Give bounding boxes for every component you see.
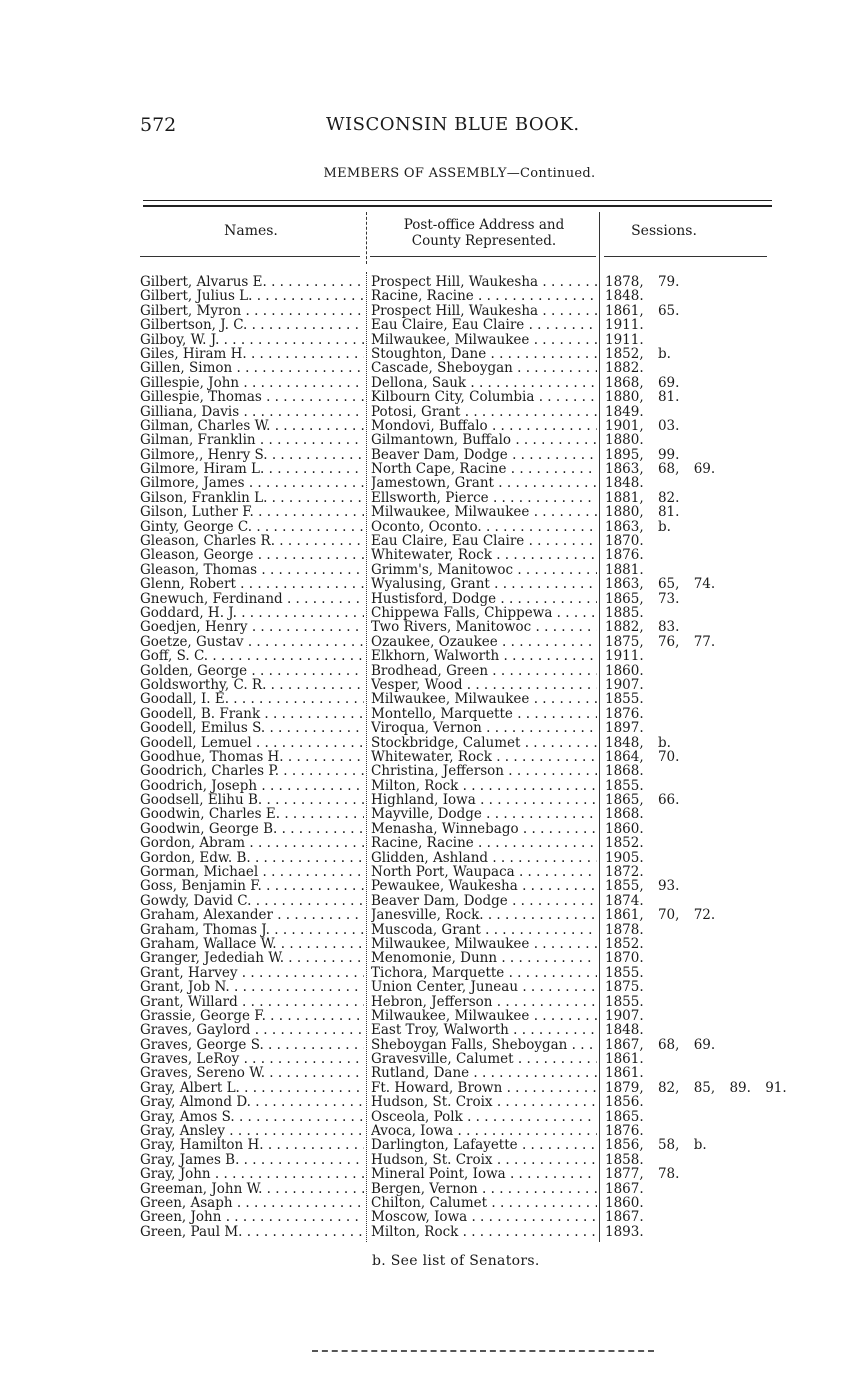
member-name: Granger, Jedediah W. . . .	[140, 951, 364, 965]
member-address: Union Center, Juneau . . .	[371, 980, 597, 994]
member-name: Gilmore, Hiram L. . . .	[140, 462, 364, 476]
member-sessions: 1865, 73.	[605, 590, 680, 607]
member-sessions: 1865, 66.	[605, 792, 680, 809]
member-sessions: 1849.	[605, 403, 644, 420]
member-sessions: 1870.	[605, 950, 644, 967]
table-row	[140, 505, 790, 519]
table-row	[140, 577, 790, 591]
member-address: Beaver Dam, Dodge . . .	[371, 448, 597, 462]
member-address: Pewaukee, Waukesha . . .	[371, 879, 597, 893]
member-sessions: 1855.	[605, 964, 644, 981]
member-address: Milwaukee, Milwaukee . . .	[371, 505, 597, 519]
member-name: Grant, Willard . . .	[140, 995, 364, 1009]
member-name: Goedjen, Henry . . .	[140, 620, 364, 634]
table-row	[140, 879, 790, 893]
member-name: Golden, George . . .	[140, 664, 364, 678]
member-sessions: 1876.	[605, 705, 644, 722]
member-address: Cascade, Sheboygan . . .	[371, 361, 597, 375]
table-row	[140, 721, 790, 735]
member-sessions: 1861, 65.	[605, 302, 680, 319]
member-sessions: 1878, 79.	[605, 274, 680, 290]
bottom-rule	[312, 1350, 654, 1352]
member-name: Goodwin, Charles E. . . .	[140, 807, 364, 821]
member-name: Glenn, Robert . . .	[140, 577, 364, 591]
member-sessions: 1907.	[605, 676, 644, 693]
member-name: Gilman, Charles W. . . .	[140, 419, 364, 433]
member-name: Gillespie, John . . .	[140, 376, 364, 390]
table-row	[140, 980, 790, 994]
table-row	[140, 462, 790, 476]
member-name: Goddard, H. J. . . .	[140, 606, 364, 620]
member-sessions: 1860.	[605, 662, 644, 679]
member-sessions: 1855, 93.	[605, 878, 680, 895]
member-address: Potosi, Grant . . .	[371, 405, 597, 419]
member-name: Giles, Hiram H. . . .	[140, 347, 364, 361]
table-row	[140, 1052, 790, 1066]
member-name: Goodrich, Joseph . . .	[140, 779, 364, 793]
table-row	[140, 793, 790, 807]
member-address: Milwaukee, Milwaukee . . .	[371, 333, 597, 347]
member-address: Stoughton, Dane . . .	[371, 347, 597, 361]
top-rule-thick	[143, 205, 772, 207]
member-address: Moscow, Iowa . . .	[371, 1210, 597, 1224]
member-sessions: 1877, 78.	[605, 1166, 680, 1183]
member-address: Brodhead, Green . . .	[371, 664, 597, 678]
member-address: Sheboygan Falls, Sheboygan . . .	[371, 1038, 597, 1052]
member-sessions: 1855.	[605, 993, 644, 1010]
member-sessions: 1868, 69.	[605, 374, 680, 391]
member-sessions: 1848.	[605, 475, 644, 492]
table-row	[140, 822, 790, 836]
member-name: Goodrich, Charles P. . . .	[140, 764, 364, 778]
member-name: Gilbert, Alvarus E. . . .	[140, 275, 364, 289]
member-address: Vesper, Wood . . .	[371, 678, 597, 692]
table-row	[140, 1153, 790, 1167]
footnote: b. See list of Senators.	[372, 1253, 540, 1269]
member-name: Ginty, George C. . . .	[140, 520, 364, 534]
member-name: Gorman, Michael . . .	[140, 865, 364, 879]
member-name: Gray, Hamilton H. . . .	[140, 1138, 364, 1152]
member-address: Mineral Point, Iowa . . .	[371, 1167, 597, 1181]
member-sessions: 1911.	[605, 317, 644, 334]
member-sessions: 1882.	[605, 360, 644, 377]
member-name: Goss, Benjamin F. . . .	[140, 879, 364, 893]
member-name: Grant, Harvey . . .	[140, 966, 364, 980]
member-sessions: 1864, 70.	[605, 748, 680, 765]
table-row	[140, 951, 790, 965]
member-address: Chippewa Falls, Chippewa . . .	[371, 606, 597, 620]
member-sessions: 1880, 81.	[605, 504, 680, 521]
column-divider-1	[366, 212, 367, 264]
member-sessions: 1881, 82.	[605, 489, 680, 506]
table-row	[140, 764, 790, 778]
member-name: Gilmore, James . . .	[140, 476, 364, 490]
member-sessions: 1880, 81.	[605, 389, 680, 406]
table-row	[140, 318, 790, 332]
member-address: Gravesville, Calumet . . .	[371, 1052, 597, 1066]
member-address: Menomonie, Dunn . . .	[371, 951, 597, 965]
member-address: Mondovi, Buffalo . . .	[371, 419, 597, 433]
member-address: Jamestown, Grant . . .	[371, 476, 597, 490]
member-name: Graves, LeRoy . . .	[140, 1052, 364, 1066]
page-subtitle: MEMBERS OF ASSEMBLY—Continued.	[323, 166, 596, 181]
member-sessions: 1848, b.	[605, 734, 671, 751]
column-header-names: Names.	[224, 223, 278, 239]
table-row	[140, 1009, 790, 1023]
table-row	[140, 491, 790, 505]
table-row	[140, 1110, 790, 1124]
member-name: Gleason, Charles R. . . .	[140, 534, 364, 548]
member-name: Gray, John . . .	[140, 1167, 364, 1181]
table-row	[140, 692, 790, 706]
member-sessions: 1863, 65, 74.	[605, 576, 716, 593]
table-row	[140, 592, 790, 606]
member-name: Graham, Wallace W. . . .	[140, 937, 364, 951]
table-row	[140, 664, 790, 678]
member-name: Graham, Alexander . . .	[140, 908, 364, 922]
column-header-address-line1: Post-office Address and	[403, 217, 565, 233]
member-name: Gilbert, Julius L. . . .	[140, 289, 364, 303]
table-row	[140, 275, 790, 289]
table-row	[140, 433, 790, 447]
member-address: Wyalusing, Grant . . .	[371, 577, 597, 591]
member-name: Graves, Gaylord . . .	[140, 1023, 364, 1037]
member-address: Eau Claire, Eau Claire . . .	[371, 534, 597, 548]
table-row	[140, 606, 790, 620]
member-sessions: 1860.	[605, 1195, 644, 1211]
table-row	[140, 376, 790, 390]
table-row	[140, 707, 790, 721]
table-row	[140, 390, 790, 404]
member-sessions: 1863, 68, 69.	[605, 461, 716, 478]
member-address: Milwaukee, Milwaukee . . .	[371, 692, 597, 706]
member-sessions: 1876.	[605, 1123, 644, 1140]
table-row	[140, 736, 790, 750]
member-sessions: 1867.	[605, 1180, 644, 1197]
member-name: Gilson, Luther F. . . .	[140, 505, 364, 519]
member-sessions: 1880.	[605, 432, 644, 449]
member-name: Goodsell, Elihu B. . . .	[140, 793, 364, 807]
column-header-address-line2: County Represented.	[411, 233, 557, 249]
member-sessions: 1870.	[605, 533, 644, 550]
member-address: Ft. Howard, Brown . . .	[371, 1081, 597, 1095]
member-name: Goodall, I. E. . . .	[140, 692, 364, 706]
member-name: Gilson, Franklin L. . . .	[140, 491, 364, 505]
member-name: Gordon, Edw. B. . . .	[140, 851, 364, 865]
table-row	[140, 361, 790, 375]
member-name: Gilbertson, J. C. . . .	[140, 318, 364, 332]
member-name: Gillen, Simon . . .	[140, 361, 364, 375]
table-row	[140, 289, 790, 303]
running-title: WISCONSIN BLUE BOOK.	[326, 114, 580, 135]
member-name: Gray, Albert L. . . .	[140, 1081, 364, 1095]
table-row	[140, 1138, 790, 1152]
member-sessions: 1878.	[605, 921, 644, 938]
member-address: Darlington, Lafayette . . .	[371, 1138, 597, 1152]
member-address: Gilmantown, Buffalo . . .	[371, 433, 597, 447]
table-row	[140, 347, 790, 361]
table-row	[140, 865, 790, 879]
column-header-address	[372, 217, 596, 249]
member-name: Goodell, Emilus S. . . .	[140, 721, 364, 735]
member-name: Gray, Almond D. . . .	[140, 1095, 364, 1109]
member-name: Graham, Thomas J. . . .	[140, 923, 364, 937]
member-address: Milwaukee, Milwaukee . . .	[371, 1009, 597, 1023]
page-number: 572	[140, 114, 177, 136]
table-row	[140, 548, 790, 562]
table-row	[140, 1066, 790, 1080]
member-sessions: 1867, 68, 69.	[605, 1036, 716, 1053]
member-name: Goodell, Lemuel . . .	[140, 736, 364, 750]
member-name: Green, Asaph . . .	[140, 1196, 364, 1210]
member-address: Montello, Marquette . . .	[371, 707, 597, 721]
member-sessions: 1868.	[605, 763, 644, 780]
table-row	[140, 1210, 790, 1224]
member-name: Green, Paul M. . . .	[140, 1225, 364, 1239]
member-name: Gordon, Abram . . .	[140, 836, 364, 850]
member-sessions: 1893.	[605, 1223, 644, 1240]
member-sessions: 1875, 76, 77.	[605, 633, 716, 650]
member-address: North Port, Waupaca . . .	[371, 865, 597, 879]
member-address: Prospect Hill, Waukesha . . .	[371, 275, 597, 289]
member-name: Gnewuch, Ferdinand . . .	[140, 592, 364, 606]
member-address: Osceola, Polk . . .	[371, 1110, 597, 1124]
member-name: Goodhue, Thomas H. . . .	[140, 750, 364, 764]
member-sessions: 1861.	[605, 1051, 644, 1068]
member-address: Milwaukee, Milwaukee . . .	[371, 937, 597, 951]
member-sessions: 1848.	[605, 288, 644, 305]
member-name: Graves, George S. . . .	[140, 1038, 364, 1052]
member-address: Janesville, Rock. . . .	[371, 908, 597, 922]
member-address: Bergen, Vernon . . .	[371, 1182, 597, 1196]
table-row	[140, 649, 790, 663]
member-address: Milton, Rock . . .	[371, 1225, 597, 1239]
member-address: Hudson, St. Croix . . .	[371, 1153, 597, 1167]
table-row	[140, 1167, 790, 1181]
member-sessions: 1907.	[605, 1007, 644, 1024]
top-rule	[143, 200, 772, 201]
member-sessions: 1901, 03.	[605, 417, 680, 434]
member-sessions: 1911.	[605, 331, 644, 348]
member-name: Gray, James B. . . .	[140, 1153, 364, 1167]
member-sessions: 1856, 58, b.	[605, 1137, 707, 1154]
member-name: Gillespie, Thomas . . .	[140, 390, 364, 404]
member-name: Gleason, George . . .	[140, 548, 364, 562]
member-sessions: 1858.	[605, 1151, 644, 1168]
member-sessions: 1905.	[605, 849, 644, 866]
table-row	[140, 563, 790, 577]
member-address: Ozaukee, Ozaukee . . .	[371, 635, 597, 649]
member-address: Hustisford, Dodge . . .	[371, 592, 597, 606]
table-row	[140, 1038, 790, 1052]
member-sessions: 1872.	[605, 864, 644, 881]
column-header-sessions: Sessions.	[631, 223, 697, 239]
table-row	[140, 995, 790, 1009]
member-sessions: 1867.	[605, 1209, 644, 1226]
member-sessions: 1855.	[605, 691, 644, 708]
table-row	[140, 419, 790, 433]
member-address: Christina, Jefferson . . .	[371, 764, 597, 778]
member-name: Goodell, B. Frank . . .	[140, 707, 364, 721]
member-name: Gilbert, Myron . . .	[140, 304, 364, 318]
member-sessions: 1874.	[605, 892, 644, 909]
member-name: Grassie, George F. . . .	[140, 1009, 364, 1023]
member-name: Gowdy, David C. . . .	[140, 894, 364, 908]
member-sessions: 1879, 82, 85, 89. 91.	[605, 1079, 787, 1096]
member-sessions: 1863, b.	[605, 518, 671, 535]
member-sessions: 1861, 70, 72.	[605, 907, 716, 924]
member-address: Ellsworth, Pierce . . .	[371, 491, 597, 505]
member-name: Gilman, Franklin . . .	[140, 433, 364, 447]
table-row	[140, 1196, 790, 1210]
member-name: Goetze, Gustav . . .	[140, 635, 364, 649]
table-row	[140, 534, 790, 548]
member-sessions: 1852.	[605, 835, 644, 852]
table-row	[140, 1095, 790, 1109]
header-underline-address	[370, 256, 596, 257]
table-row	[140, 1182, 790, 1196]
member-sessions: 1865.	[605, 1108, 644, 1125]
header-underline-names	[140, 256, 360, 257]
member-address: Beaver Dam, Dodge . . .	[371, 894, 597, 908]
members-table	[140, 275, 790, 1239]
member-name: Goldsworthy, C. R. . . .	[140, 678, 364, 692]
member-sessions: 1882, 83.	[605, 619, 680, 636]
member-address: Rutland, Dane . . .	[371, 1066, 597, 1080]
member-address: Racine, Racine . . .	[371, 289, 597, 303]
member-address: Elkhorn, Walworth . . .	[371, 649, 597, 663]
member-address: Kilbourn City, Columbia . . .	[371, 390, 597, 404]
member-address: Whitewater, Rock . . .	[371, 750, 597, 764]
member-address: Grimm's, Manitowoc . . .	[371, 563, 597, 577]
member-address: Prospect Hill, Waukesha . . .	[371, 304, 597, 318]
member-name: Graves, Sereno W. . . .	[140, 1066, 364, 1080]
member-address: Glidden, Ashland . . .	[371, 851, 597, 865]
member-sessions: 1881.	[605, 561, 644, 578]
table-row	[140, 1023, 790, 1037]
table-row	[140, 1081, 790, 1095]
member-sessions: 1861.	[605, 1065, 644, 1082]
table-row	[140, 807, 790, 821]
member-address: Racine, Racine . . .	[371, 836, 597, 850]
table-row	[140, 678, 790, 692]
member-name: Greeman, John W. . . .	[140, 1182, 364, 1196]
table-row	[140, 779, 790, 793]
member-address: Dellona, Sauk . . .	[371, 376, 597, 390]
member-sessions: 1852.	[605, 935, 644, 952]
member-sessions: 1860.	[605, 820, 644, 837]
member-name: Green, John . . .	[140, 1210, 364, 1224]
member-address: Oconto, Oconto. . . .	[371, 520, 597, 534]
table-row	[140, 476, 790, 490]
member-sessions: 1852, b.	[605, 345, 671, 362]
member-sessions: 1895, 99.	[605, 446, 680, 463]
member-address: Milton, Rock . . .	[371, 779, 597, 793]
member-address: Eau Claire, Eau Claire . . .	[371, 318, 597, 332]
member-sessions: 1885.	[605, 604, 644, 621]
table-row	[140, 1124, 790, 1138]
member-address: Chilton, Calumet . . .	[371, 1196, 597, 1210]
member-name: Gilmore,, Henry S. . . .	[140, 448, 364, 462]
member-sessions: 1876.	[605, 547, 644, 564]
member-address: Avoca, Iowa . . .	[371, 1124, 597, 1138]
table-row	[140, 966, 790, 980]
member-name: Grant, Job N. . . .	[140, 980, 364, 994]
member-address: Highland, Iowa . . .	[371, 793, 597, 807]
table-row	[140, 750, 790, 764]
member-sessions: 1911.	[605, 648, 644, 665]
member-address: Hebron, Jefferson . . .	[371, 995, 597, 1009]
member-sessions: 1855.	[605, 777, 644, 794]
member-sessions: 1875.	[605, 979, 644, 996]
table-row	[140, 937, 790, 951]
member-sessions: 1868.	[605, 806, 644, 823]
header-underline-sessions	[604, 256, 767, 257]
table-row	[140, 908, 790, 922]
member-sessions: 1848.	[605, 1022, 644, 1039]
table-row	[140, 923, 790, 937]
member-address: Two Rivers, Manitowoc . . .	[371, 620, 597, 634]
member-name: Gray, Ansley . . .	[140, 1124, 364, 1138]
member-sessions: 1856.	[605, 1094, 644, 1111]
member-address: East Troy, Walworth . . .	[371, 1023, 597, 1037]
table-row	[140, 851, 790, 865]
member-name: Gilliana, Davis . . .	[140, 405, 364, 419]
table-row	[140, 1225, 790, 1239]
table-row	[140, 448, 790, 462]
table-row	[140, 304, 790, 318]
member-address: North Cape, Racine . . .	[371, 462, 597, 476]
table-row	[140, 405, 790, 419]
member-address: Whitewater, Rock . . .	[371, 548, 597, 562]
table-row	[140, 520, 790, 534]
member-address: Hudson, St. Croix . . .	[371, 1095, 597, 1109]
member-name: Gilboy, W. J. . . .	[140, 333, 364, 347]
table-row	[140, 333, 790, 347]
member-address: Stockbridge, Calumet . . .	[371, 736, 597, 750]
member-address: Tichora, Marquette . . .	[371, 966, 597, 980]
member-address: Muscoda, Grant . . .	[371, 923, 597, 937]
table-row	[140, 836, 790, 850]
member-address: Menasha, Winnebago . . .	[371, 822, 597, 836]
member-sessions: 1897.	[605, 720, 644, 737]
table-row	[140, 620, 790, 634]
member-name: Goff, S. C. . . .	[140, 649, 364, 663]
member-name: Goodwin, George B. . . .	[140, 822, 364, 836]
table-row	[140, 635, 790, 649]
member-address: Viroqua, Vernon . . .	[371, 721, 597, 735]
member-name: Gray, Amos S. . . .	[140, 1110, 364, 1124]
member-address: Mayville, Dodge . . .	[371, 807, 597, 821]
table-row	[140, 894, 790, 908]
member-name: Gleason, Thomas . . .	[140, 563, 364, 577]
